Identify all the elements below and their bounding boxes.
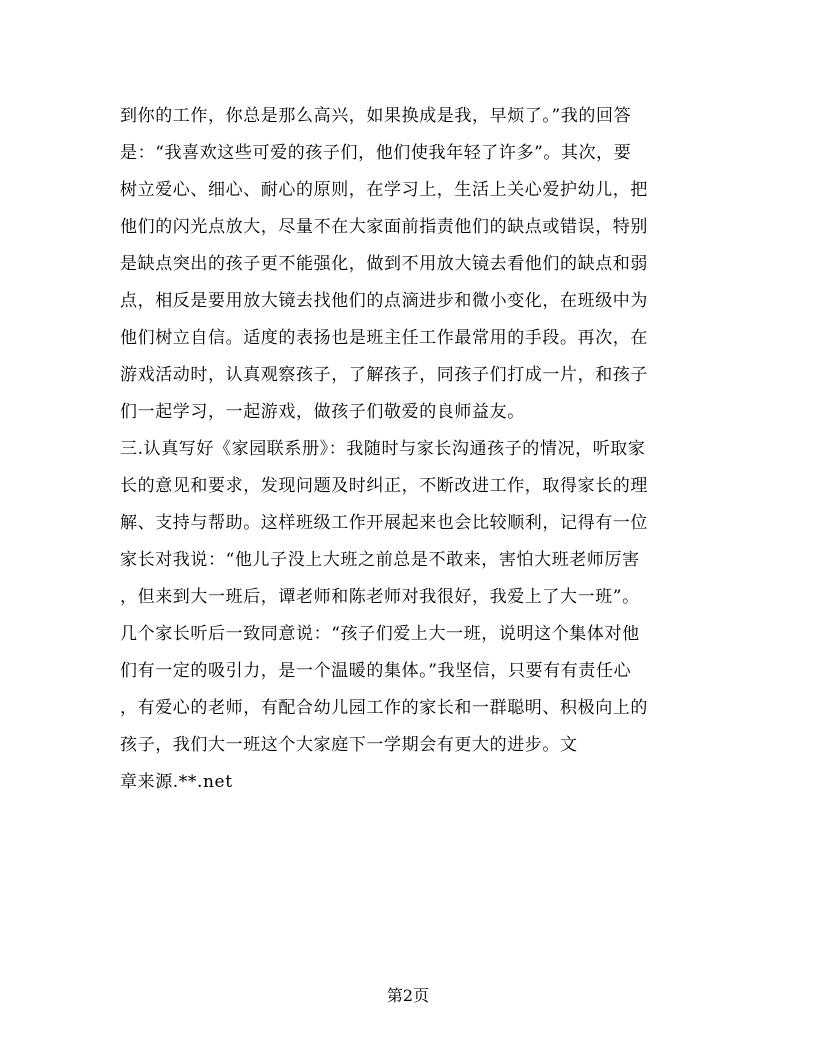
paragraph-line: 点，相反是要用放大镜去找他们的点滴进步和微小变化，在班级中为 <box>120 291 648 311</box>
paragraph-line: 他们的闪光点放大，尽量不在大家面前指责他们的缺点或错误，特别 <box>120 217 648 237</box>
paragraph-line: ，有爱心的老师，有配合幼儿园工作的家长和一群聪明、积极向上的 <box>120 698 648 718</box>
paragraph-line: 家长对我说：“他儿子没上大班之前总是不敢来，害怕大班老师厉害 <box>120 550 640 570</box>
paragraph-line: 到你的工作，你总是那么高兴，如果换成是我，早烦了。”我的回答 <box>120 106 632 126</box>
paragraph-line: 是缺点突出的孩子更不能强化，做到不用放大镜去看他们的缺点和弱 <box>120 254 648 274</box>
page-number: 第2页 <box>386 986 430 1005</box>
paragraph-line: 长的意见和要求，发现问题及时纠正，不断改进工作，取得家长的理 <box>120 476 648 496</box>
paragraph-line: 章来源.**.net <box>120 772 233 792</box>
paragraph-line: 是：“我喜欢这些可爱的孩子们，他们使我年轻了许多”。其次，要 <box>120 143 632 163</box>
paragraph-line: 游戏活动时，认真观察孩子，了解孩子，同孩子们打成一片，和孩子 <box>120 365 648 385</box>
paragraph-line: 树立爱心、细心、耐心的原则，在学习上，生活上关心爱护幼儿，把 <box>120 180 648 200</box>
paragraph-line: 们有一定的吸引力，是一个温暖的集体。”我坚信，只要有有责任心 <box>120 661 632 681</box>
paragraph-line: 三.认真写好《家园联系册》：我随时与家长沟通孩子的情况，听取家 <box>120 439 646 459</box>
paragraph-line: 解、支持与帮助。这样班级工作开展起来也会比较顺利，记得有一位 <box>120 513 648 533</box>
paragraph-line: ，但来到大一班后，谭老师和陈老师对我很好，我爱上了大一班”。 <box>120 587 640 607</box>
paragraph-line: 他们树立自信。适度的表扬也是班主任工作最常用的手段。再次，在 <box>120 328 648 348</box>
paragraph-line: 几个家长听后一致同意说：“孩子们爱上大一班，说明这个集体对他 <box>120 624 640 644</box>
paragraph-line: 孩子，我们大一班这个大家庭下一学期会有更大的进步。文 <box>120 735 578 755</box>
paragraph-line: 们一起学习，一起游戏，做孩子们敬爱的良师益友。 <box>120 402 525 422</box>
